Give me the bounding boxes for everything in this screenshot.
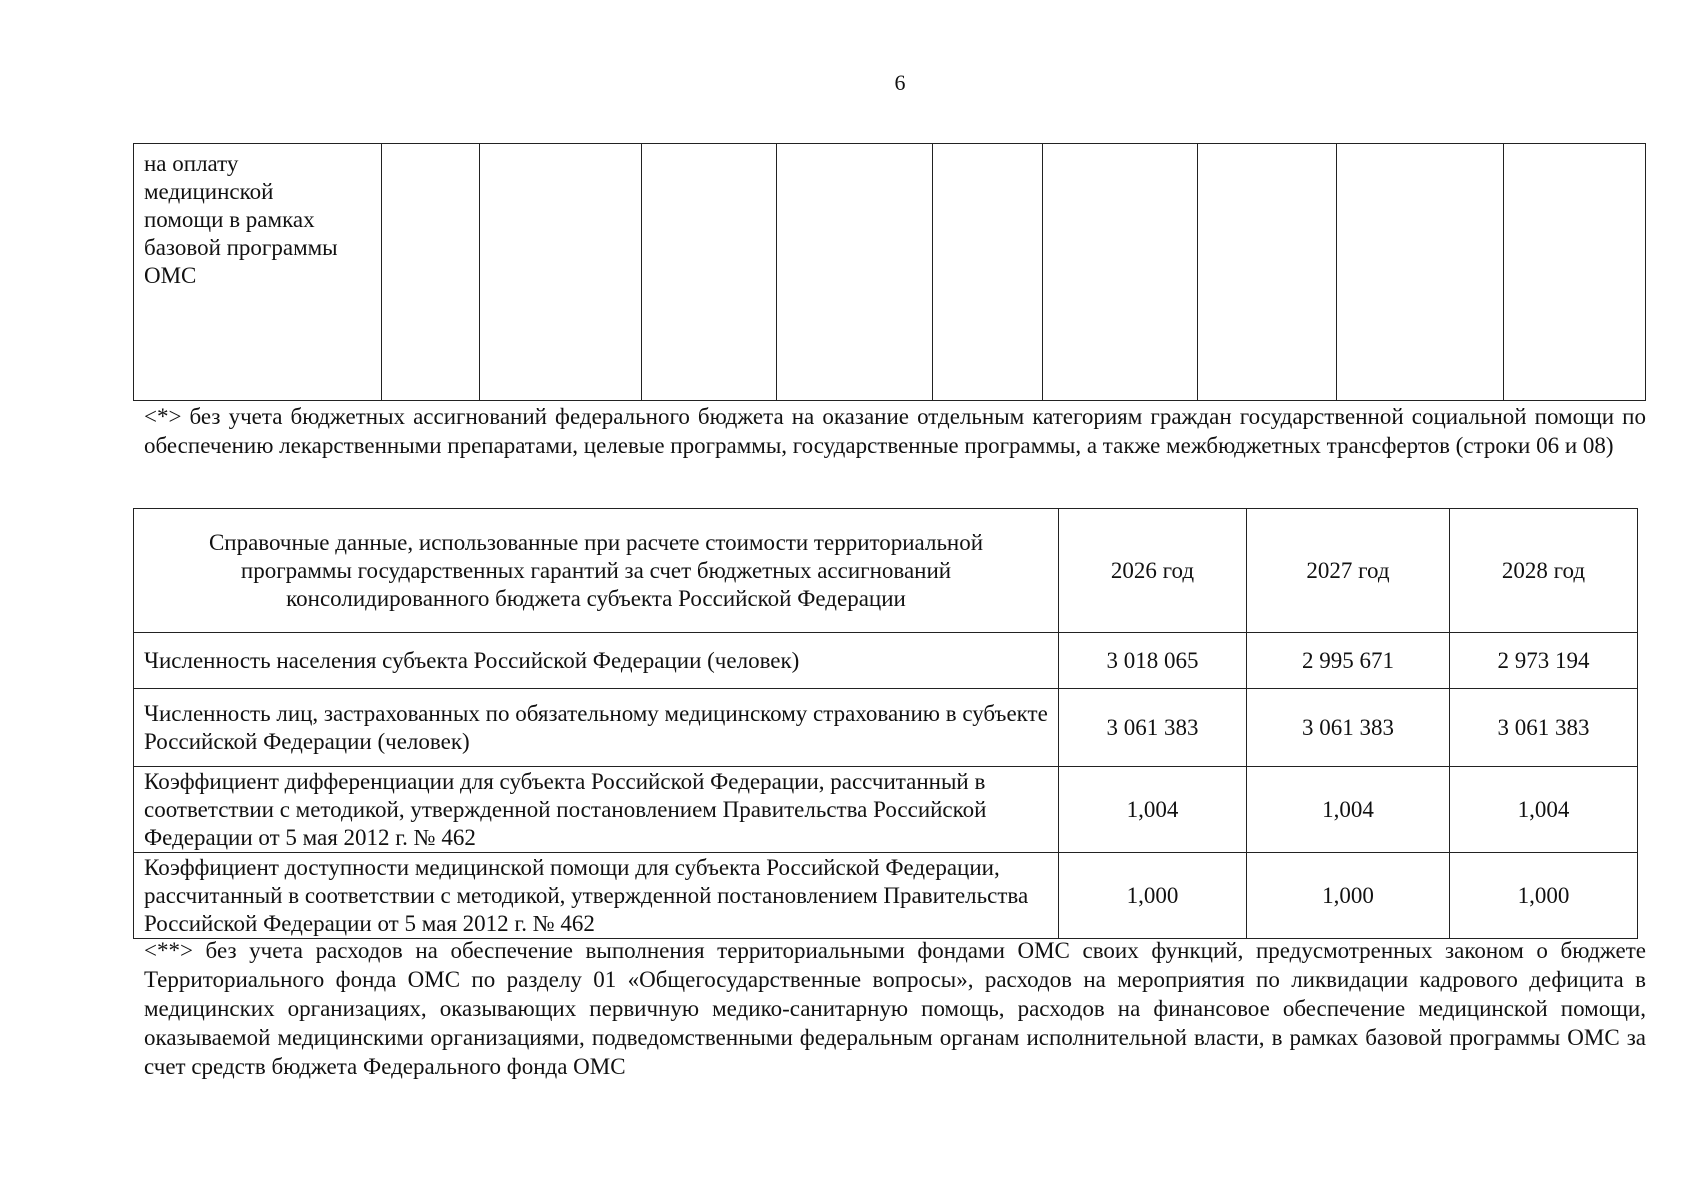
continuation-table <box>133 143 1646 401</box>
table-row <box>134 853 1638 939</box>
cell-value: 1,004 <box>1059 767 1247 853</box>
empty-cell <box>932 144 1043 401</box>
empty-cell <box>776 144 932 401</box>
empty-cell <box>641 144 776 401</box>
row-label: Коэффициент дифференциации для субъекта Российской Федерации, рассчитанный в соответствии с методикой, утвержденной постановлением Правительства Российской Федерации от 5 мая 2012 г. № 462 <box>134 767 1059 853</box>
row-label-cell <box>134 144 382 401</box>
column-header-year: 2028 год <box>1450 509 1638 633</box>
row-label: Численность лиц, застрахованных по обязательному медицинскому страхованию в субъекте Российской Федерации (человек) <box>134 689 1059 767</box>
footnote-budget: <*> без учета бюджетных ассигнований федерального бюджета на оказание отдельным категориям граждан государственной социальной помощи по обеспечению лекарственными препаратами, целевые программы, государственные программы, а также межбюджетных трансфертов (строки 06 и 08) <box>144 404 1646 458</box>
row-label: Коэффициент доступности медицинской помощи для субъекта Российской Федерации, рассчитанный в соответствии с методикой, утвержденной постановлением Правительства Российской Федерации от 5 мая 2012 г. № 462 <box>134 853 1059 939</box>
table-row <box>134 689 1638 767</box>
row-label-line: медицинской <box>144 179 274 204</box>
empty-cell <box>381 144 479 401</box>
table-row <box>134 633 1638 689</box>
cell-value: 3 018 065 <box>1059 633 1247 689</box>
cell-value: 3 061 383 <box>1247 689 1450 767</box>
cell-value: 1,000 <box>1450 853 1638 939</box>
row-label-line: базовой программы <box>144 235 338 260</box>
row-label: Численность населения субъекта Российской Федерации (человек) <box>134 633 1059 689</box>
column-header-year: 2027 год <box>1247 509 1450 633</box>
cell-value: 2 995 671 <box>1247 633 1450 689</box>
cell-value: 3 061 383 <box>1059 689 1247 767</box>
table-header-row <box>134 509 1638 633</box>
footnote-expenses: <**> без учета расходов на обеспечение выполнения территориальными фондами ОМС своих функций, предусмотренных законом о бюджете Территориального фонда ОМС по разделу 01 «Общегосударственные вопросы», расходов на мероприятия по ликвидации кадрового дефицита в медицинских организациях, оказывающих первичную медико-санитарную помощь, расходов на финансовое обеспечение медицинской помощи, оказываемой медицинскими организациями, подведомственными федеральным органам исполнительной власти, в рамках базовой программы ОМС за счет средств бюджета Федерального фонда ОМС <box>144 938 1646 1079</box>
table-header-description: Справочные данные, использованные при расчете стоимости территориальной программы государственных гарантий за счет бюджетных ассигнований консолидированного бюджета субъекта Российской Федерации <box>134 509 1059 633</box>
cell-value: 1,004 <box>1247 767 1450 853</box>
page-number: 6 <box>894 70 906 95</box>
table-row <box>134 144 1646 401</box>
empty-cell <box>1197 144 1336 401</box>
cell-value: 1,000 <box>1247 853 1450 939</box>
cell-value: 1,004 <box>1450 767 1638 853</box>
empty-cell <box>479 144 641 401</box>
reference-data-table <box>133 508 1638 939</box>
row-label-line: на оплату <box>144 151 239 176</box>
cell-value: 3 061 383 <box>1450 689 1638 767</box>
table-row <box>134 767 1638 853</box>
empty-cell <box>1336 144 1503 401</box>
cell-value: 1,000 <box>1059 853 1247 939</box>
empty-cell <box>1043 144 1197 401</box>
row-label-line: помощи в рамках <box>144 207 315 232</box>
empty-cell <box>1503 144 1645 401</box>
cell-value: 2 973 194 <box>1450 633 1638 689</box>
column-header-year: 2026 год <box>1059 509 1247 633</box>
row-label-line: ОМС <box>144 263 197 288</box>
